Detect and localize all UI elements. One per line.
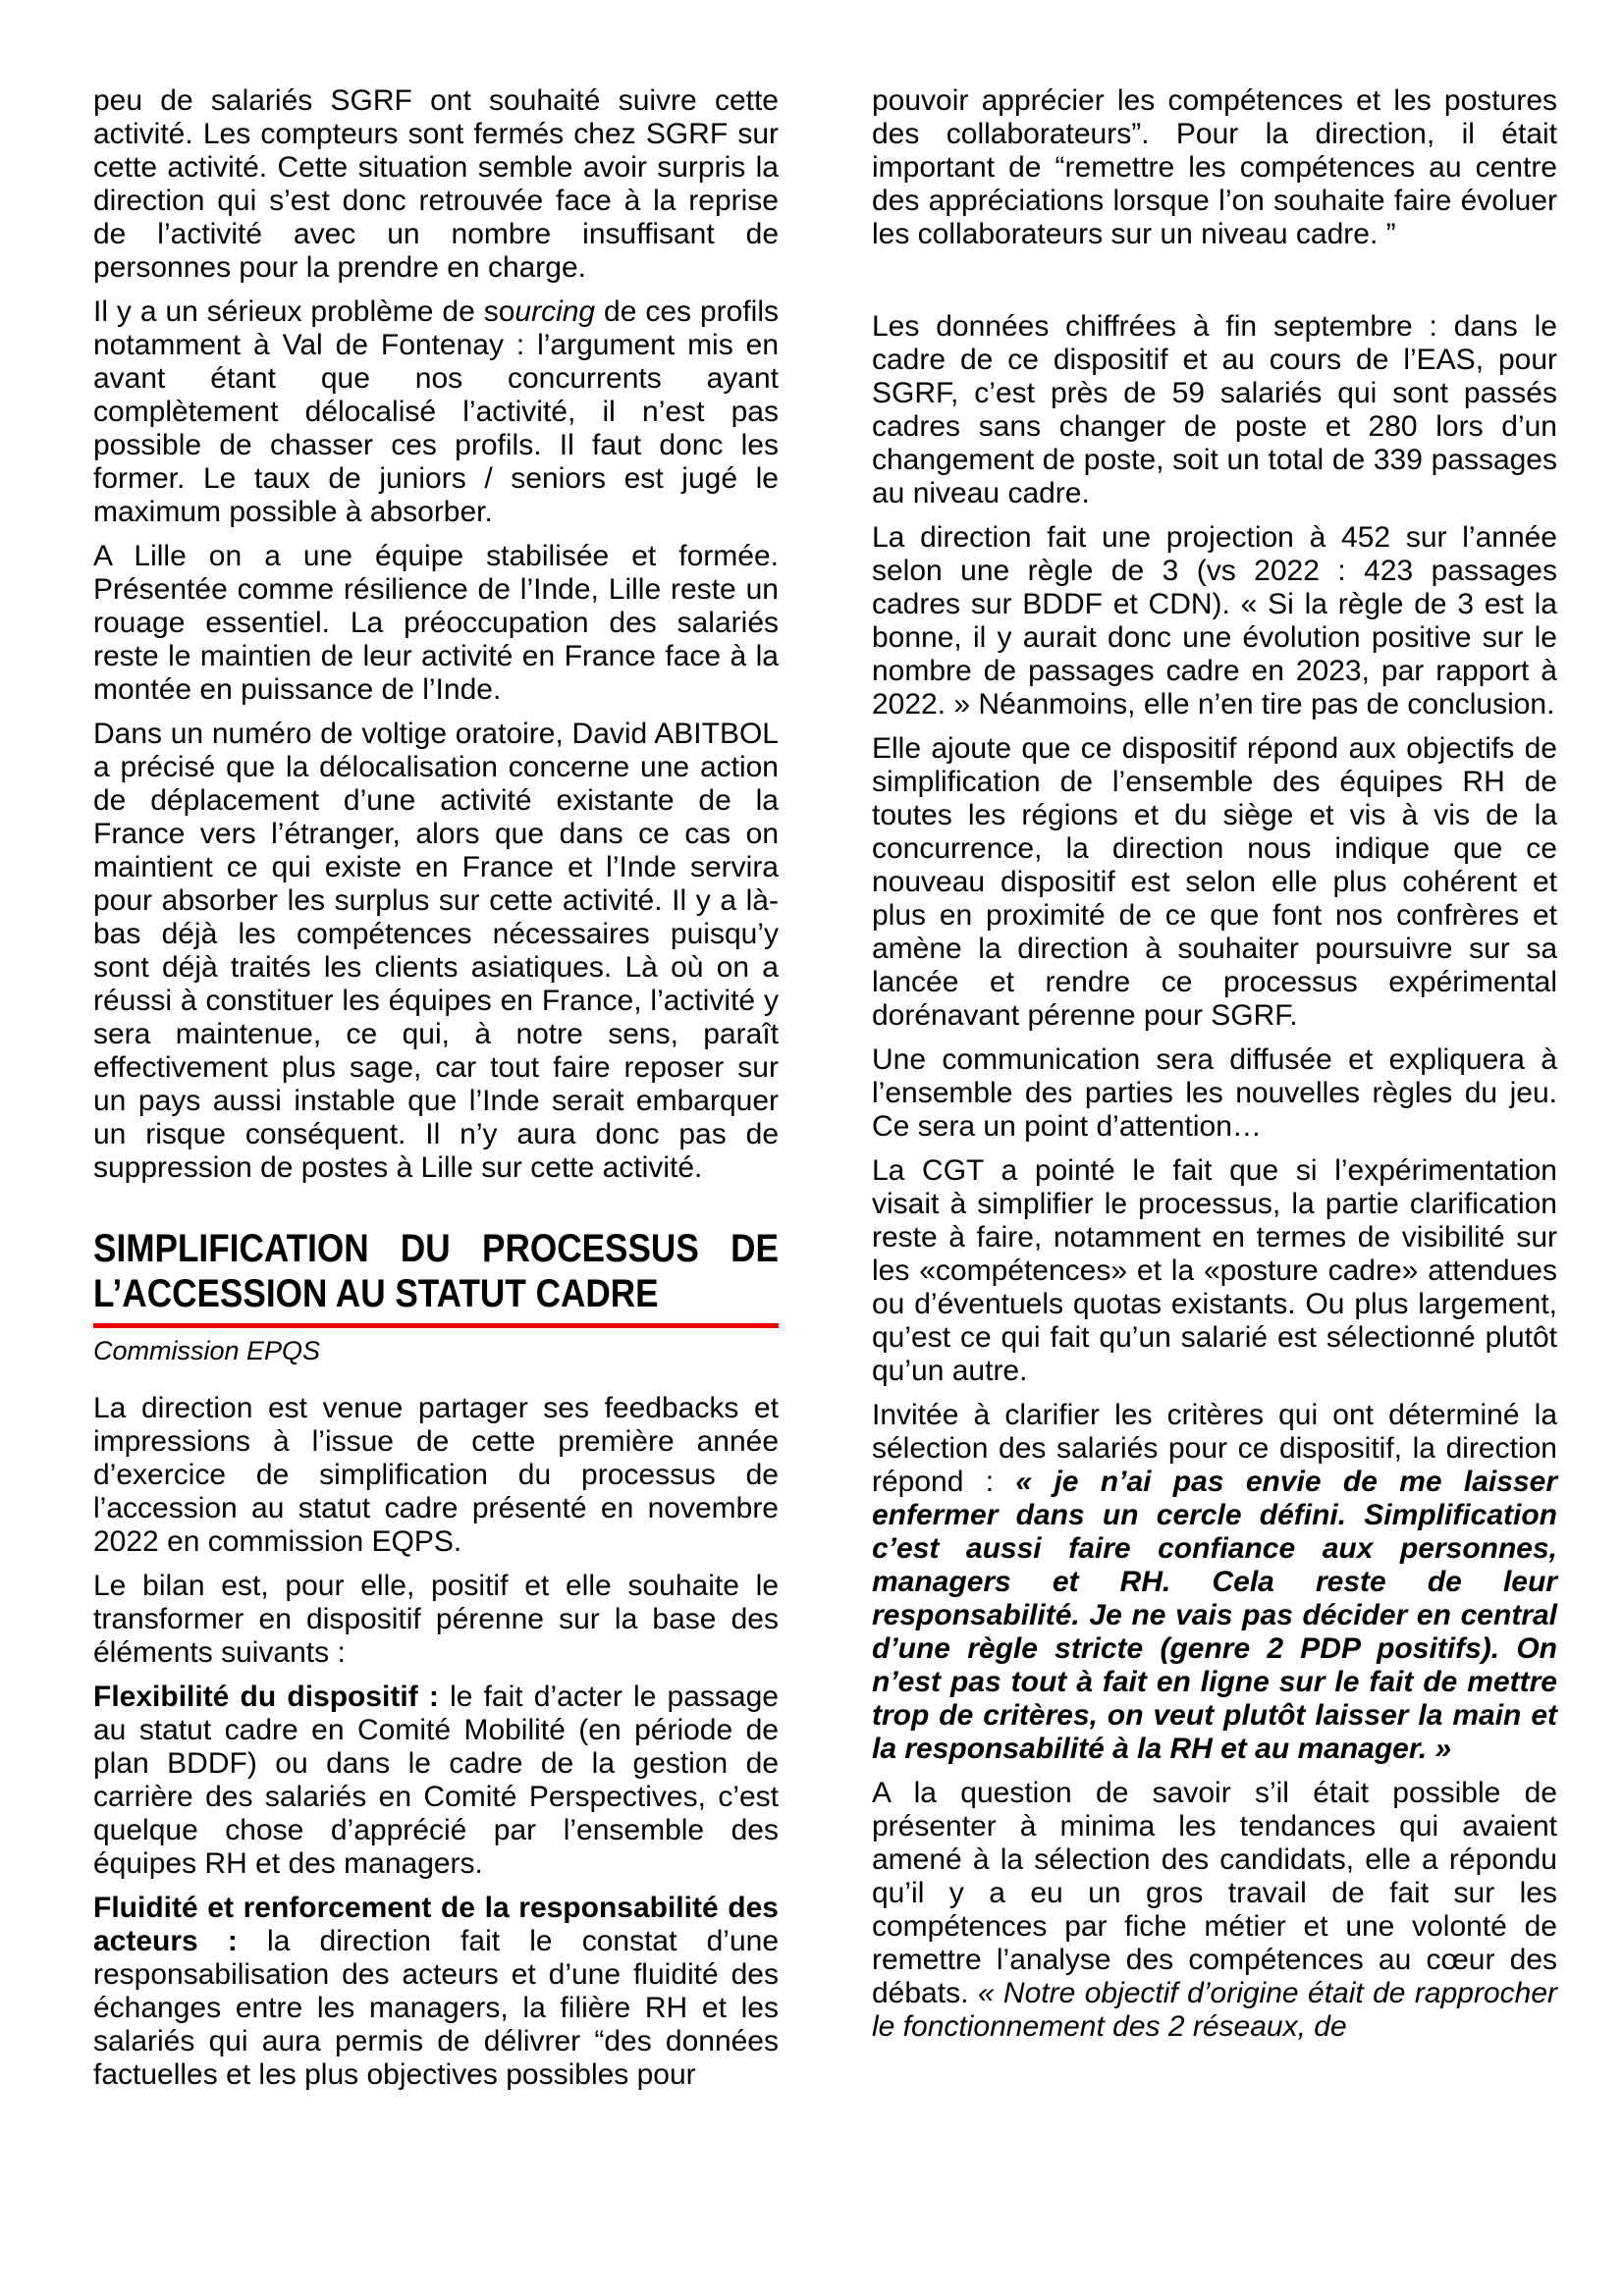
text-run: le fait d’acter le passage au statut cadre en Comité Mobilité (en période de plan BDDF) ou dans le cadre de la gestion de carrière des salariés en Comité Perspectives, c’est quelque chose d’apprécié par l’ensemble des équipes RH et des managers. (93, 1681, 779, 1880)
paragraph-sgrf-activity: peu de salariés SGRF ont souhaité suivre cette activité. Les compteurs sont fermés chez SGRF sur cette activité. Cette situation semble avoir surpris la direction qui s’est donc retrouvée face à la reprise de l’activité avec un nombre insuffisant de personnes pour la prendre en charge. (93, 84, 779, 284)
paragraph-donnees-chiffrees: Les données chiffrées à fin septembre : dans le cadre de ce dispositif et au cours de l’EAS, pour SGRF, c’est près de 59 salariés qui sont passés cadres sans changer de poste et 280 lors d’un changement de poste, soit un total de 339 passages au niveau cadre. (872, 310, 1557, 509)
quote-direction-bold-italic: « je n’ai pas envie de me laisser enfermer dans un cercle défini. Simplification c’est aussi faire confiance aux personnes, managers et RH. Cela reste de leur responsabilité. Je ne vais pas décider en central d’une règle stricte (genre 2 PDP positifs). On n’est pas tout à fait en ligne sur le fait de mettre trop de critères, on veut plutôt laisser la main et la responsabilité à la RH et au manager. » (872, 1466, 1557, 1765)
paragraph-fluidite (93, 1892, 779, 2092)
paragraph-communication: Une communication sera diffusée et expliquera à l’ensemble des parties les nouvelles règles du jeu. Ce sera un point d’attention… (872, 1043, 1557, 1143)
paragraph-competences-postures: pouvoir apprécier les compétences et les postures des collaborateurs”. Pour la direction, il était important de “remettre les compétences au centre des appréciations lorsque l’on souhaite faire évoluer les collaborateurs sur un niveau cadre. ” (872, 84, 1557, 250)
text-run-bold: Flexibilité du dispositif : (93, 1681, 439, 1713)
heading-underline (93, 1323, 779, 1328)
text-run: la direction fait le constat d’une responsabilisation des acteurs et d’une fluidité des échanges entre les managers, la filière RH et les salariés qui aura permis de délivrer “des données factuelles et les plus objectives possibles pour (93, 1925, 779, 2091)
paragraph-flexibilite (93, 1681, 779, 1881)
paragraph-lille: A Lille on a une équipe stabilisée et formée. Présentée comme résilience de l’Inde, Lille reste un rouage essentiel. La préoccupation des salariés reste le maintien de leur activité en France face à la montée en puissance de l’Inde. (93, 540, 779, 706)
paragraph-feedbacks: La direction est venue partager ses feedbacks et impressions à l’issue de cette première année d’exercice de simplification du processus de l’accession au statut cadre présenté en novembre 2022 en commission EQPS. (93, 1392, 779, 1558)
paragraph-projection: La direction fait une projection à 452 sur l’année selon une règle de 3 (vs 2022 : 423 passages cadres sur BDDF et CDN). « Si la règle de 3 est la bonne, il y aurait donc une évolution positive sur le nombre de passages cadre en 2023, par rapport à 2022. » Néanmoins, elle n’en tire pas de conclusion. (872, 521, 1557, 721)
quote-objectif-italic: « Notre objectif d’origine était de rapprocher le fonctionnement des 2 réseaux, de (872, 1977, 1557, 2043)
right-column (872, 84, 1557, 2103)
text-run: Invitée à clarifier les critères qui ont déterminé la sélection des salariés pour ce dispositif, la direction répond : (872, 1399, 1557, 1498)
text-run-bold: Fluidité et renforcement de la responsabilité des acteurs : (93, 1892, 779, 1957)
paragraph-cgt: La CGT a pointé le fait que si l’expérimentation visait à simplifier le processus, la partie clarification reste à faire, notamment en termes de visibilité sur les «compétences» et la «posture cadre» attendues ou d’éventuels quotas existants. Ou plus largement, qu’est ce qui fait qu’un salarié est sélectionné plutôt qu’un autre. (872, 1154, 1557, 1387)
section-heading-simplification: SIMPLIFICATION DU PROCESSUS DE L’ACCESSION AU STATUT CADRE (93, 1227, 779, 1315)
paragraph-tendances (872, 1777, 1557, 2044)
text-run-italic: urcing (514, 295, 596, 328)
paragraph-criteres (872, 1399, 1557, 1766)
paragraph-delocalisation: Dans un numéro de voltige oratoire, David ABITBOL a précisé que la délocalisation concerne une action de déplacement d’une activité existante de la France vers l’étranger, alors que dans ce cas on maintient ce qui existe en France et l’Inde servira pour absorber les surplus sur cette activité. Il y a là-bas déjà les compétences nécessaires puisqu’y sont déjà traités les clients asiatiques. Là où on a réussi à constituer les équipes en France, l’activité y sera maintenue, ce qui, à notre sens, paraît effectivement plus sage, car tout faire reposer sur un pays aussi instable que l’Inde serait embarquer un risque conséquent. Il n’y aura donc pas de suppression de postes à Lille sur cette activité. (93, 718, 779, 1184)
text-run: de ces profils notamment à Val de Fontenay : l’argument mis en avant étant que nos concurrents ayant complètement délocalisé l’activité, il n’est pas possible de chasser ces profils. Il faut donc les former. Le taux de juniors / seniors est jugé le maximum possible à absorber. (93, 295, 779, 528)
two-column-layout (93, 84, 1557, 2103)
text-run: Il y a un sérieux problème de so (93, 295, 515, 328)
paragraph-bilan: Le bilan est, pour elle, positif et elle souhaite le transformer en dispositif pérenne sur la base des éléments suivants : (93, 1570, 779, 1669)
text-run: A la question de savoir s’il était possible de présenter à minima les tendances qui avaient amené à la sélection des candidats, elle a répondu qu’il y a eu un gros travail de fait sur les compétences par fiche métier et une volonté de remettre l’analyse des compétences au cœur des débats. (872, 1777, 1557, 2009)
paragraph-sourcing (93, 295, 779, 529)
commission-epqs-label: Commission EPQS (93, 1336, 321, 1365)
left-column (93, 84, 779, 2103)
paragraph-objectifs: Elle ajoute que ce dispositif répond aux objectifs de simplification de l’ensemble des équipes RH de toutes les régions et du siège et vis à vis de la concurrence, la direction nous indique que ce nouveau dispositif est selon elle plus cohérent et plus en proximité de ce que font nos confrères et amène la direction à souhaiter poursuivre sur sa lancée et rendre ce processus expérimental dorénavant pérenne pour SGRF. (872, 732, 1557, 1032)
